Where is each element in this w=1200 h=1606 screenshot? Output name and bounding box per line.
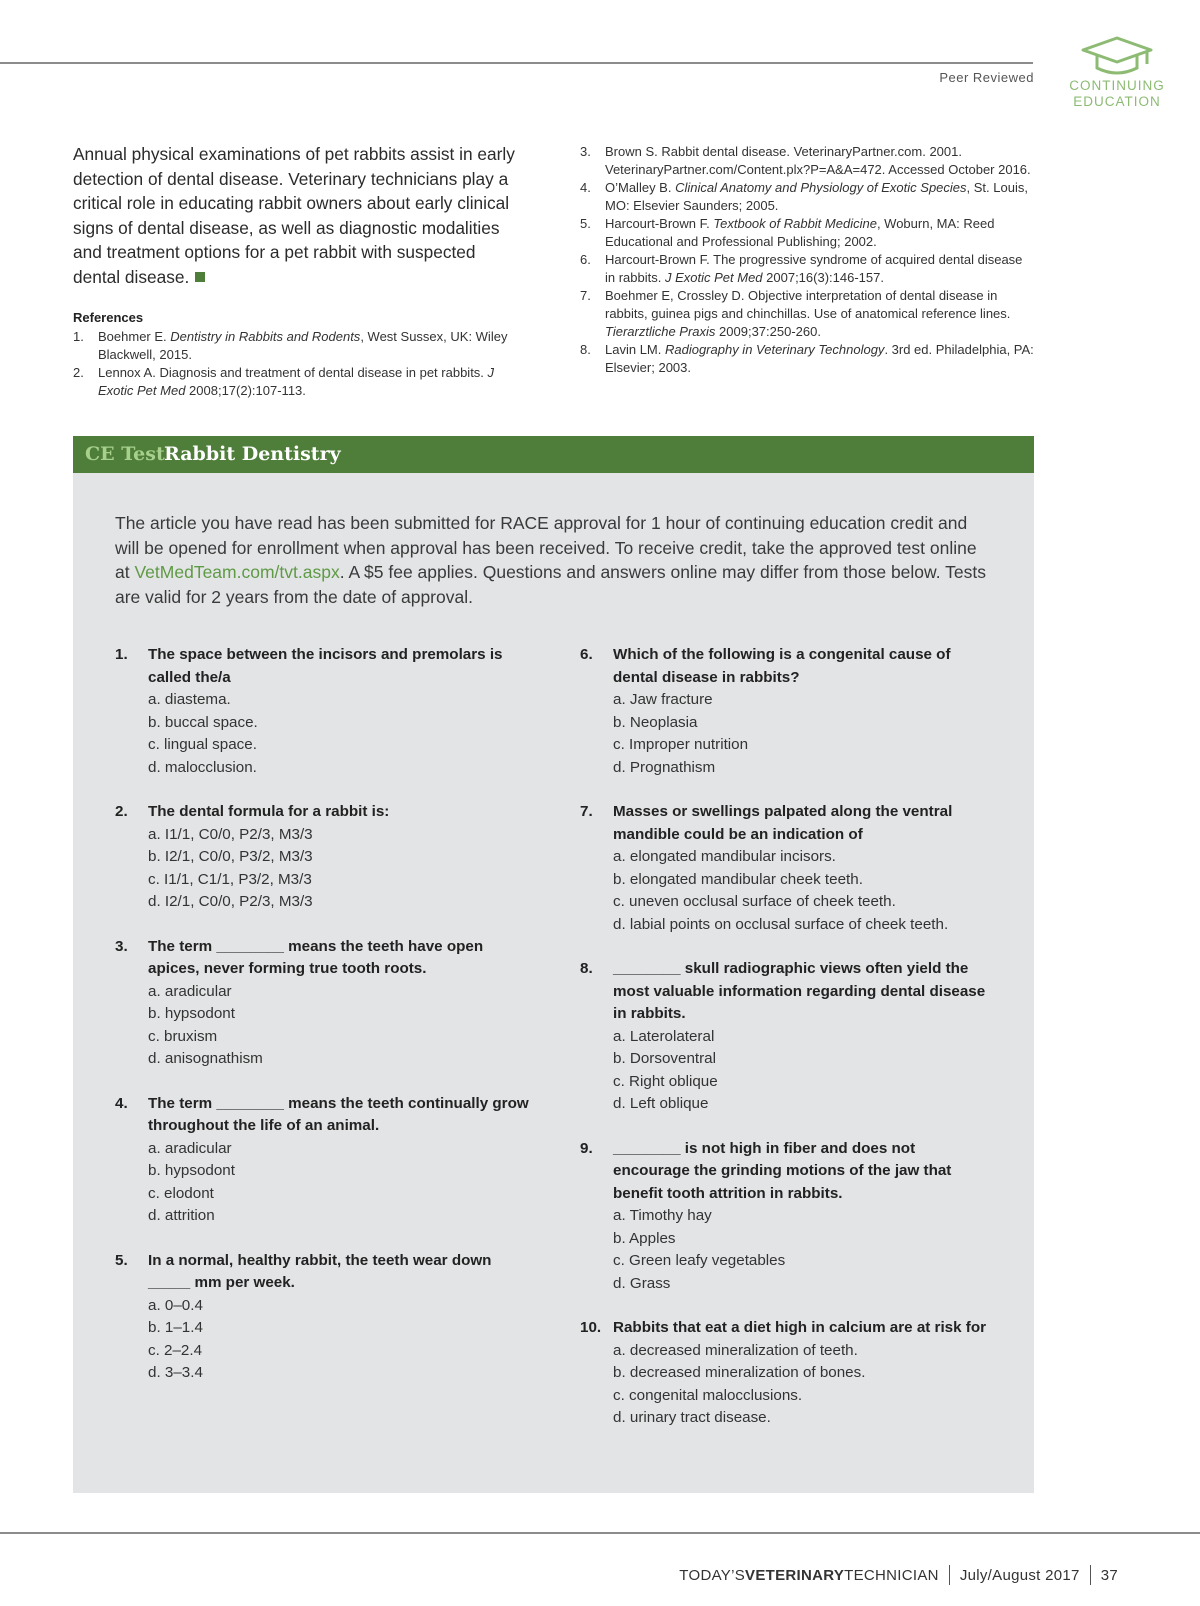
question-number: 10. <box>580 1319 602 1336</box>
reference-item <box>580 143 1035 179</box>
answer-option: b. buccal space. <box>148 713 258 731</box>
reference-item <box>580 287 1035 341</box>
reference-item <box>580 341 1035 377</box>
reference-item <box>580 251 1035 287</box>
answer-option: c. bruxism <box>148 1027 218 1045</box>
answer-option: a. decreased mineralization of teeth. <box>613 1341 858 1359</box>
question-text: Which of the following is a congenital cause of dental disease in rabbits? <box>613 646 951 686</box>
references-title: References <box>73 310 144 325</box>
answer-option: a. aradicular <box>148 982 232 1000</box>
reference-title: Tierarztliche Praxis <box>605 324 716 339</box>
badge-line-1: CONTINUING <box>1069 78 1165 93</box>
answer-option: d. Left oblique <box>613 1095 709 1112</box>
reference-item <box>580 179 1035 215</box>
magazine-part-2: VETERINARY <box>745 1566 845 1584</box>
reference-item <box>580 215 1035 251</box>
reference-title: J Exotic Pet Med <box>664 270 763 285</box>
graduation-cap-icon <box>1081 34 1153 78</box>
answer-option: b. I2/1, C0/0, P3/2, M3/3 <box>148 848 313 865</box>
reference-text: Brown S. Rabbit dental disease. VeterinaryPartner.com. 2001. VeterinaryPartner.com/Content.plx?P=A&A=472. Accessed October 2016. <box>605 144 1031 177</box>
question-text: The dental formula for a rabbit is: <box>148 803 390 820</box>
badge-line-2: EDUCATION <box>1073 94 1161 109</box>
question-item <box>115 936 535 1071</box>
reference-title: Radiography in Veterinary Technology <box>664 342 885 357</box>
question-number: 5. <box>115 1251 128 1269</box>
reference-text: , Woburn, MA: Reed Educational and Professional Publishing; 2002. <box>605 216 995 249</box>
reference-text: Boehmer E. <box>98 329 171 344</box>
issue-date: July/August 2017 <box>959 1566 1080 1584</box>
reference-number: 8. <box>580 342 591 357</box>
intro-text: Annual physical examinations of pet rabbits assist in early detection of dental disease. Veterinary technicians play a critical role in educating rabbit owners about early clinical signs of dental disease, as well as diagnostic modalities and treatment options for a pet rabbit with suspected dental disease. <box>73 144 515 287</box>
answer-option: c. I1/1, C1/1, P3/2, M3/3 <box>148 870 312 888</box>
answer-option: b. Neoplasia <box>613 713 698 731</box>
answer-option: c. Green leafy vegetables <box>613 1252 786 1269</box>
reference-text: Harcourt-Brown F. <box>605 216 714 231</box>
vetmedteam-link[interactable]: VetMedTeam.com/tvt.aspx <box>134 562 340 582</box>
question-number: 2. <box>115 803 128 820</box>
answer-option: a. Jaw fracture <box>613 691 713 708</box>
answer-option: b. 1–1.4 <box>148 1319 203 1336</box>
reference-title: J Exotic Pet Med <box>98 365 495 398</box>
question-text: The term ________ means the teeth continually grow throughout the life of an animal. <box>148 1094 529 1134</box>
answer-option: d. I2/1, C0/0, P2/3, M3/3 <box>148 893 313 910</box>
bottom-rule <box>0 1532 1200 1534</box>
reference-item <box>73 364 513 400</box>
ce-test-intro <box>115 511 995 609</box>
end-square-icon <box>195 272 205 282</box>
references-list-left <box>73 328 513 400</box>
answer-option: c. congenital malocclusions. <box>613 1386 803 1404</box>
ce-test-header <box>73 436 1034 473</box>
question-number: 4. <box>115 1094 128 1112</box>
reference-text: Lavin LM. <box>605 342 665 357</box>
question-number: 7. <box>580 803 593 820</box>
footer-divider <box>1090 1565 1091 1585</box>
reference-title: Textbook of Rabbit Medicine <box>713 216 877 231</box>
reference-title: Dentistry in Rabbits and Rodents <box>170 329 361 344</box>
question-item <box>580 1317 995 1430</box>
reference-number: 7. <box>580 288 591 303</box>
question-text: The space between the incisors and premolars is called the/a <box>148 646 503 686</box>
reference-number: 6. <box>580 252 591 267</box>
ce-intro-before: The article you have read has been submitted for RACE approval for 1 hour of continuing education credit and will be opened for enrollment when approval has been received. To receive credit, take the approved test online at <box>115 513 977 582</box>
reference-number: 1. <box>73 329 84 344</box>
reference-text: , West Sussex, UK: Wiley Blackwell, 2015. <box>98 329 508 362</box>
answer-option: b. hypsodont <box>148 1005 235 1022</box>
page-footer <box>679 1565 1118 1585</box>
question-text: The term ________ means the teeth have open apices, never forming true tooth roots. <box>148 937 484 977</box>
answer-option: a. Timothy hay <box>613 1207 712 1224</box>
ce-test-label: CE Test <box>85 443 165 465</box>
reference-text: 2008;17(2):107-113. <box>185 383 306 398</box>
answer-option: d. Grass <box>613 1274 671 1292</box>
reference-text: . 3rd ed. Philadelphia, PA: Elsevier; 2003. <box>605 342 1034 375</box>
ce-test-title: Rabbit Dentistry <box>164 443 341 465</box>
question-item <box>115 801 535 914</box>
reference-text: Harcourt-Brown F. The progressive syndrome of acquired dental disease in rabbits. <box>605 252 1023 285</box>
reference-text: Lennox A. Diagnosis and treatment of dental disease in pet rabbits. <box>98 365 488 380</box>
questions-column-right <box>580 644 995 1452</box>
question-item <box>115 1093 535 1228</box>
reference-number: 3. <box>580 144 591 159</box>
footer-divider <box>949 1565 950 1585</box>
reference-number: 2. <box>73 365 84 380</box>
answer-option: a. elongated mandibular incisors. <box>613 848 836 865</box>
reference-title: Clinical Anatomy and Physiology of Exotic Species <box>675 180 967 195</box>
answer-option: d. Prognathism <box>613 758 716 776</box>
reference-text: 2007;16(3):146-157. <box>762 270 884 285</box>
question-item <box>580 958 995 1116</box>
top-rule <box>0 62 1033 64</box>
answer-option: c. elodont <box>148 1184 214 1202</box>
answer-option: d. 3–3.4 <box>148 1364 203 1381</box>
answer-option: b. decreased mineralization of bones. <box>613 1364 866 1381</box>
question-item <box>580 644 995 779</box>
answer-option: d. malocclusion. <box>148 758 257 776</box>
intro-paragraph <box>73 142 523 289</box>
answer-option: c. lingual space. <box>148 736 257 753</box>
answer-option: d. urinary tract disease. <box>613 1409 771 1426</box>
answer-option: a. 0–0.4 <box>148 1296 203 1314</box>
question-text: In a normal, healthy rabbit, the teeth wear down _____ mm per week. <box>148 1251 492 1291</box>
reference-number: 4. <box>580 180 591 195</box>
question-number: 8. <box>580 960 593 977</box>
question-number: 9. <box>580 1139 593 1157</box>
continuing-education-badge <box>1062 34 1172 110</box>
answer-option: d. attrition <box>148 1207 215 1224</box>
answer-option: a. aradicular <box>148 1139 232 1157</box>
question-item <box>580 801 995 936</box>
magazine-part-1: TODAY’S <box>679 1566 746 1584</box>
question-text: ________ skull radiographic views often yield the most valuable information regarding dental disease in rabbits. <box>613 960 986 1022</box>
reference-text: O’Malley B. <box>605 180 676 195</box>
answer-option: a. diastema. <box>148 691 231 708</box>
magazine-part-3: TECHNICIAN <box>844 1566 939 1584</box>
magazine-name <box>679 1567 939 1584</box>
answer-option: c. 2–2.4 <box>148 1341 203 1359</box>
question-number: 6. <box>580 646 593 663</box>
answer-option: d. labial points on occlusal surface of cheek teeth. <box>613 915 949 933</box>
question-number: 3. <box>115 937 128 955</box>
reference-text: Boehmer E, Crossley D. Objective interpretation of dental disease in rabbits, guinea pigs and chinchillas. Use of anatomical reference lines. <box>605 288 1011 321</box>
question-number: 1. <box>115 646 128 663</box>
questions-column-left <box>115 644 535 1407</box>
reference-number: 5. <box>580 216 591 231</box>
answer-option: d. anisognathism <box>148 1050 263 1067</box>
answer-option: a. Laterolateral <box>613 1027 715 1045</box>
question-item <box>580 1138 995 1296</box>
question-text: Masses or swellings palpated along the ventral mandible could be an indication of <box>613 803 953 843</box>
question-item <box>115 644 535 779</box>
question-item <box>115 1250 535 1385</box>
answer-option: b. elongated mandibular cheek teeth. <box>613 870 863 888</box>
answer-option: b. Apples <box>613 1229 676 1247</box>
answer-option: c. Right oblique <box>613 1072 718 1090</box>
answer-option: b. Dorsoventral <box>613 1050 716 1067</box>
question-text: ________ is not high in fiber and does not encourage the grinding motions of the jaw that benefit tooth attrition in rabbits. <box>613 1139 952 1202</box>
answer-option: b. hypsodont <box>148 1162 235 1179</box>
reference-text: 2009;37:250-260. <box>715 324 821 339</box>
answer-option: a. I1/1, C0/0, P2/3, M3/3 <box>148 825 313 843</box>
reference-item <box>73 328 513 364</box>
page-number: 37 <box>1100 1566 1118 1584</box>
peer-reviewed-label: Peer Reviewed <box>939 70 1034 85</box>
answer-option: c. Improper nutrition <box>613 736 749 753</box>
ce-intro-after: . A $5 fee applies. Questions and answers online may differ from those below. Tests are valid for 2 years from the date of approval. <box>115 562 986 607</box>
question-text: Rabbits that eat a diet high in calcium are at risk for <box>613 1319 987 1336</box>
reference-text: , St. Louis, MO: Elsevier Saunders; 2005. <box>605 180 1028 213</box>
references-list-right <box>580 143 1035 377</box>
answer-option: c. uneven occlusal surface of cheek teeth. <box>613 893 896 910</box>
